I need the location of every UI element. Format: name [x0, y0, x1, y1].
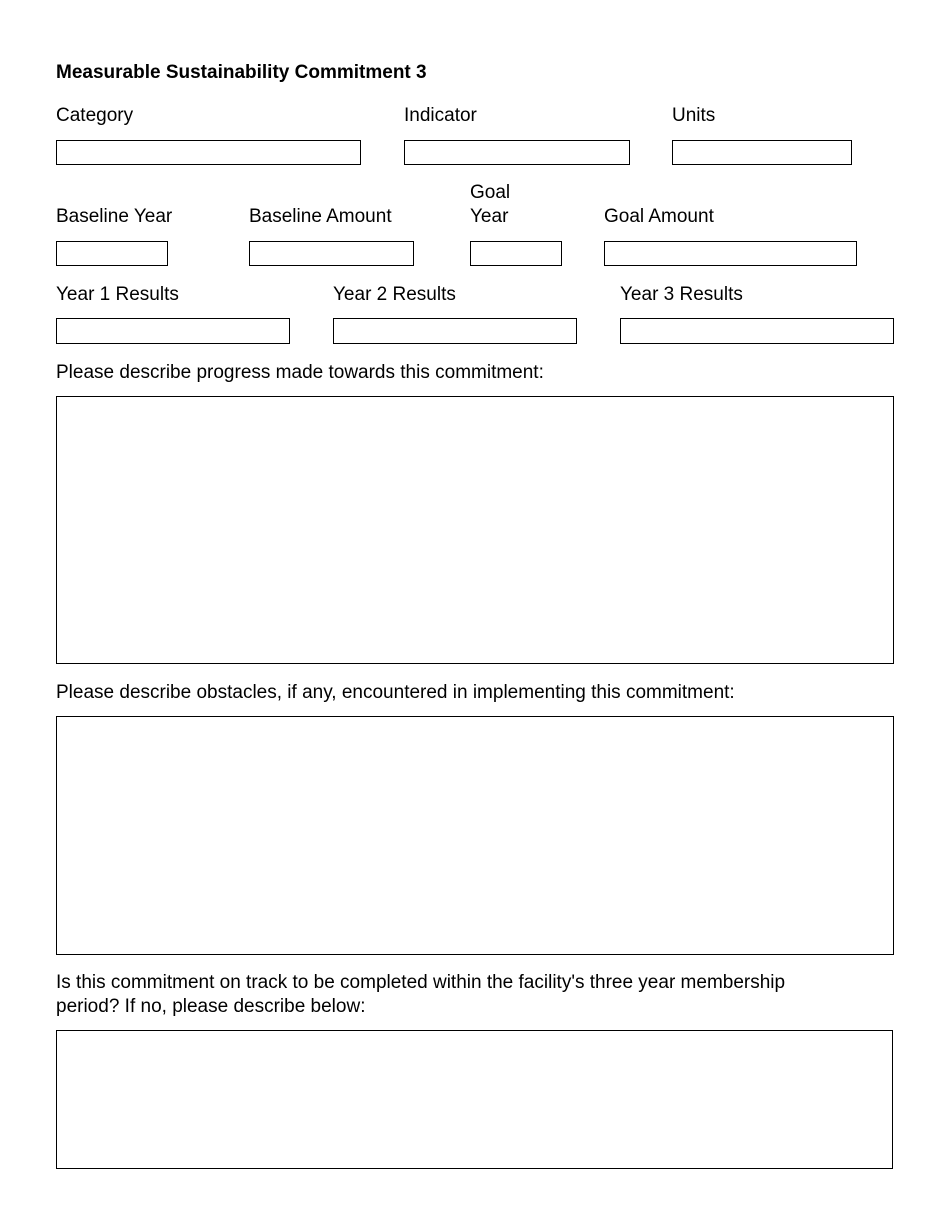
- year2-results-field[interactable]: [333, 318, 577, 344]
- year1-results-field[interactable]: [56, 318, 290, 344]
- on-track-textarea[interactable]: [56, 1030, 893, 1169]
- baseline-year-label: Baseline Year: [56, 206, 173, 227]
- year2-results-label: Year 2 Results: [333, 284, 456, 305]
- on-track-label-line1: Is this commitment on track to be completed within the facility's three year membership: [56, 972, 786, 993]
- units-field[interactable]: [672, 140, 852, 165]
- category-field[interactable]: [56, 140, 361, 165]
- year3-results-field[interactable]: [620, 318, 894, 344]
- progress-label: Please describe progress made towards this commitment:: [56, 362, 544, 383]
- goal-year-field[interactable]: [470, 241, 562, 266]
- baseline-amount-field[interactable]: [249, 241, 414, 266]
- indicator-label: Indicator: [404, 105, 477, 126]
- form-title: Measurable Sustainability Commitment 3: [56, 62, 427, 83]
- baseline-year-field[interactable]: [56, 241, 168, 266]
- goal-year-label-line2: Year: [470, 206, 509, 227]
- units-label: Units: [672, 105, 716, 126]
- goal-amount-label: Goal Amount: [604, 206, 714, 227]
- on-track-label-line2: period? If no, please describe below:: [56, 996, 366, 1017]
- goal-amount-field[interactable]: [604, 241, 857, 266]
- category-label: Category: [56, 105, 134, 126]
- baseline-amount-label: Baseline Amount: [249, 206, 392, 227]
- year3-results-label: Year 3 Results: [620, 284, 743, 305]
- indicator-field[interactable]: [404, 140, 630, 165]
- year1-results-label: Year 1 Results: [56, 284, 179, 305]
- goal-year-label-line1: Goal: [470, 182, 511, 203]
- obstacles-label: Please describe obstacles, if any, encountered in implementing this commitment:: [56, 682, 735, 703]
- obstacles-textarea[interactable]: [56, 716, 894, 955]
- progress-textarea[interactable]: [56, 396, 894, 664]
